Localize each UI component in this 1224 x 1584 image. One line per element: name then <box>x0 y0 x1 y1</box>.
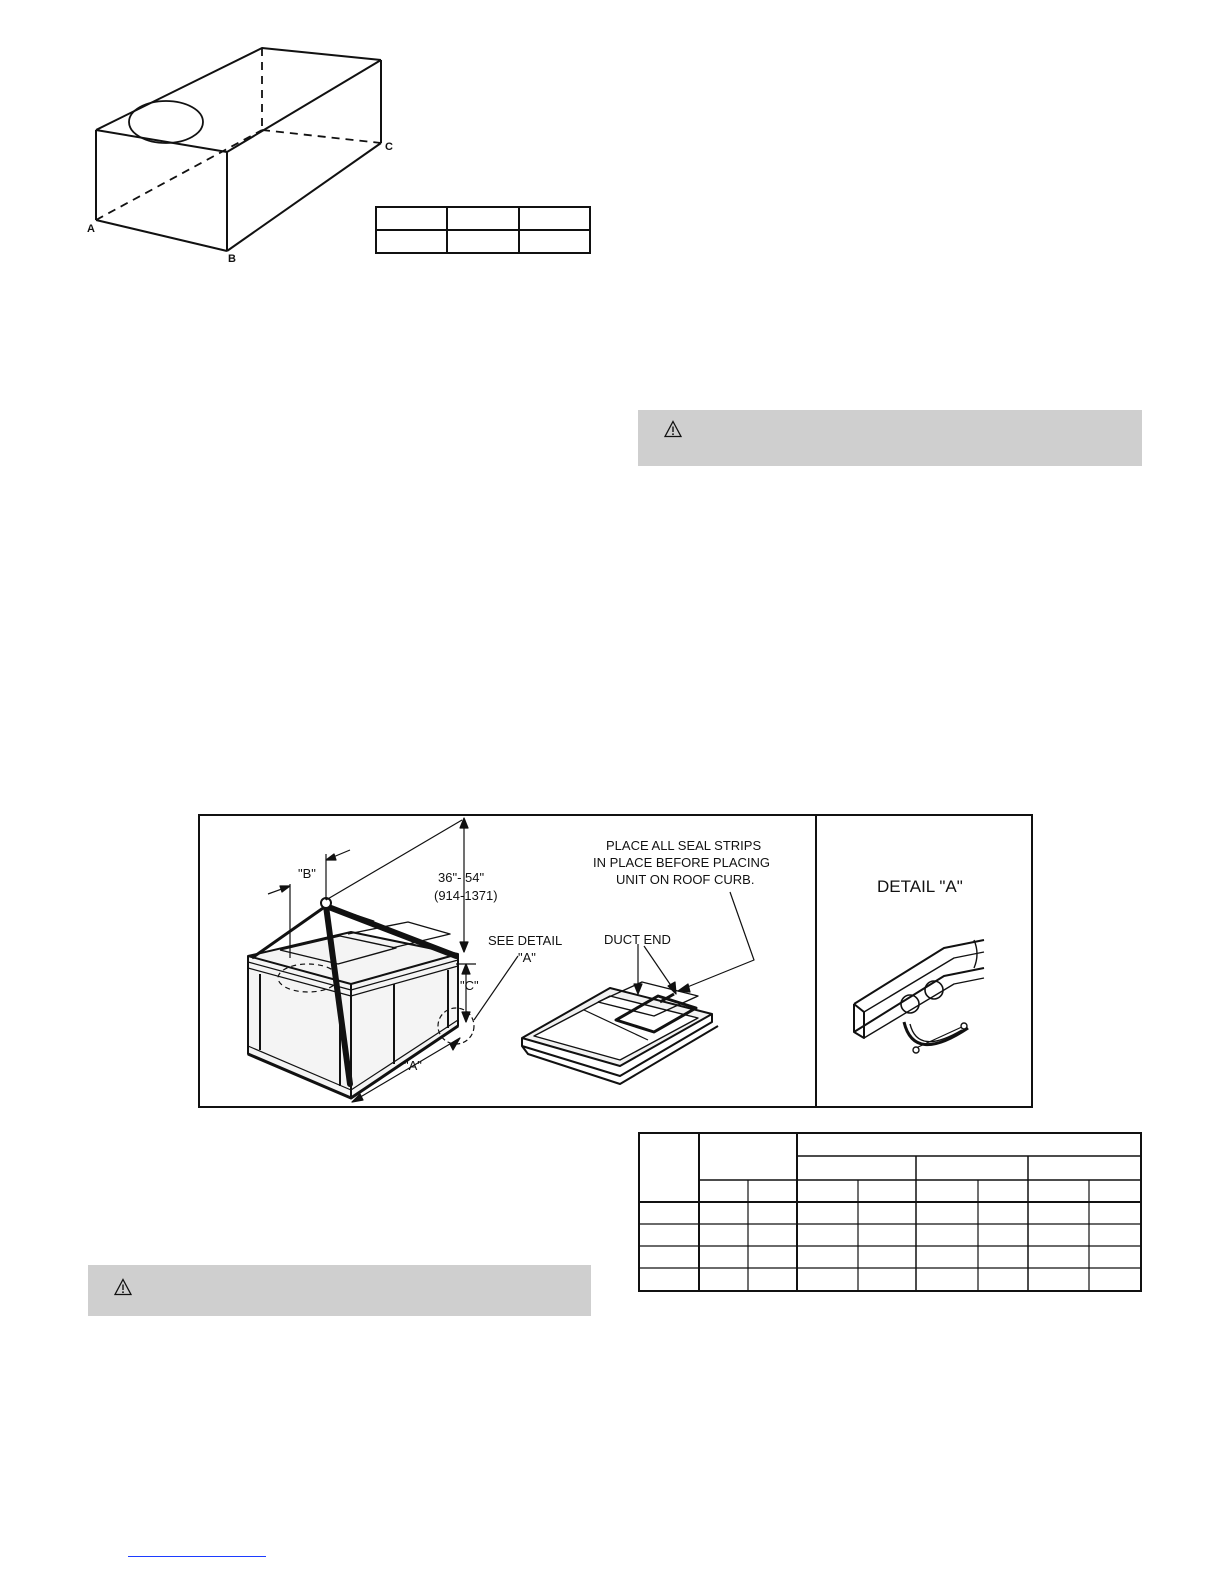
height-range-label: 36"- 54" <box>438 870 485 885</box>
see-detail-label-2: "A" <box>518 950 536 965</box>
unit-body <box>248 922 458 1098</box>
seal-strips-label-1: PLACE ALL SEAL STRIPS <box>606 838 762 853</box>
footer-link-underline[interactable] <box>128 1556 266 1557</box>
table-row <box>376 230 590 253</box>
warning-triangle-icon <box>114 1278 132 1296</box>
height-range-mm-label: (914-1371) <box>434 888 498 903</box>
corner-weight-figure <box>80 40 410 270</box>
see-detail-label-1: SEE DETAIL <box>488 933 563 948</box>
dim-label-a: "A" <box>404 1058 422 1073</box>
warning-box-right <box>638 410 1142 466</box>
table-cell <box>447 230 518 253</box>
roof-curb <box>522 982 718 1084</box>
rigging-drawing <box>198 814 1033 1108</box>
warning-triangle-icon <box>664 420 682 438</box>
table-cell <box>447 207 518 230</box>
dim-label-b: "B" <box>298 866 316 881</box>
table-row <box>376 207 590 230</box>
table-cell <box>376 230 447 253</box>
detail-a-title: DETAIL "A" <box>877 877 963 896</box>
table-cell <box>519 207 590 230</box>
seal-strips-label-3: UNIT ON ROOF CURB. <box>616 872 755 887</box>
rigging-weight-table <box>638 1132 1142 1294</box>
seal-strips-label-2: IN PLACE BEFORE PLACING <box>593 855 770 870</box>
corner-label-b: B <box>228 253 236 265</box>
table-cell <box>519 230 590 253</box>
dim-label-c: "C" <box>460 978 479 993</box>
table-cell <box>376 207 447 230</box>
warning-box-left <box>88 1265 591 1316</box>
corner-weight-table <box>375 206 591 254</box>
corner-label-c: C <box>385 141 393 153</box>
duct-end-label: DUCT END <box>604 932 671 947</box>
detail-a-drawing <box>854 940 984 1053</box>
corner-label-a: A <box>87 223 95 235</box>
